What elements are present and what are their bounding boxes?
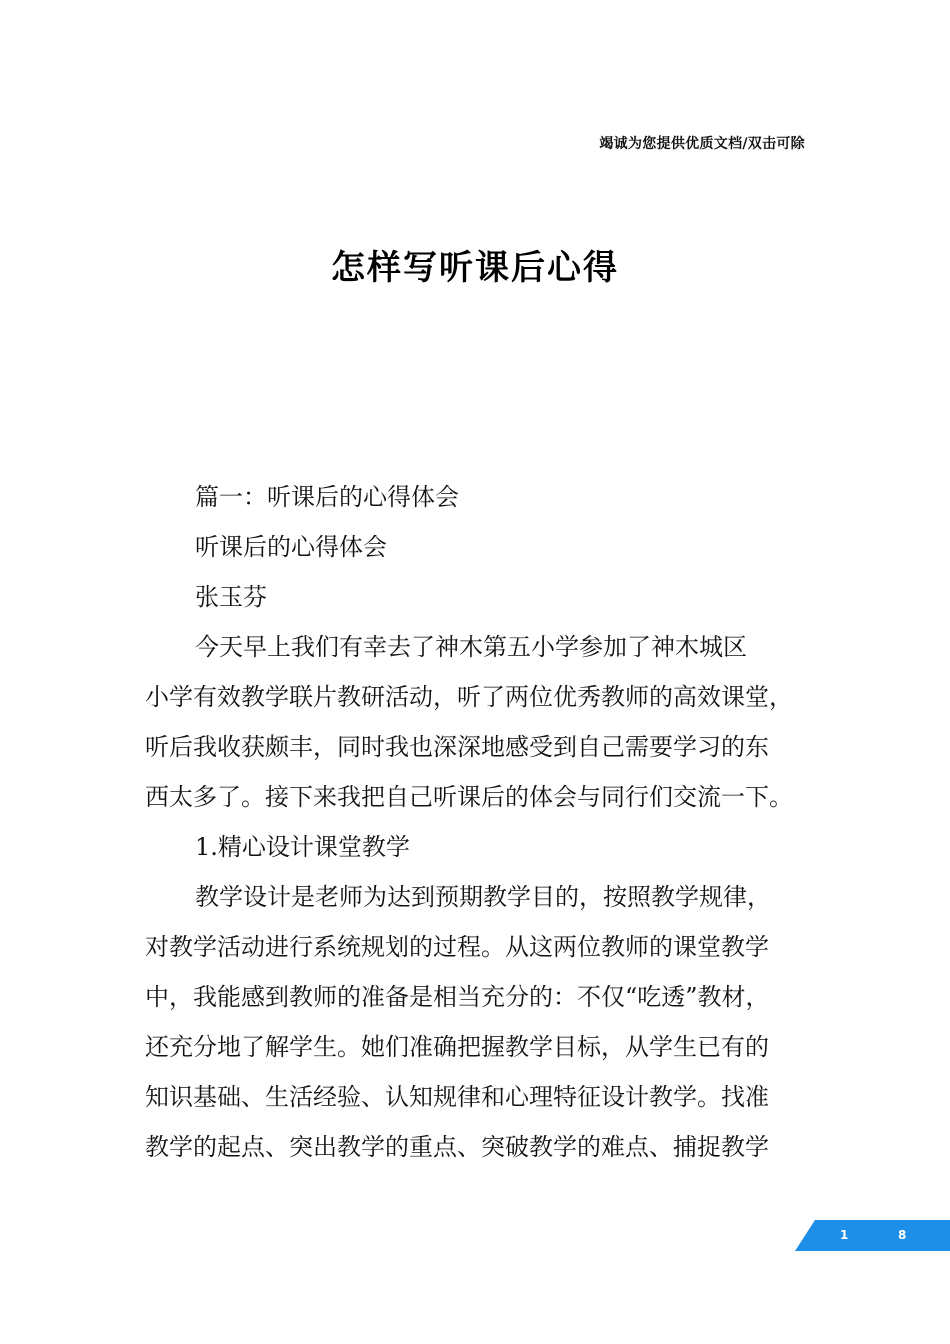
subheading: 1.精心设计课堂教学: [195, 833, 410, 861]
paragraph-line: 还充分地了解学生。她们准确把握教学目标，从学生已有的: [145, 1033, 769, 1061]
total-page-count: 8: [898, 1228, 907, 1242]
paragraph-line: 听后我收获颇丰，同时我也深深地感受到自己需要学习的东: [145, 733, 769, 761]
paragraph-line: 对教学活动进行系统规划的过程。从这两位教师的课堂教学: [145, 933, 769, 961]
header-note: 竭诚为您提供优质文档/双击可除: [599, 136, 805, 152]
document-title: 怎样写听课后心得: [331, 248, 619, 288]
article-title: 听课后的心得体会: [195, 533, 387, 561]
paragraph-line: 中，我能感到教师的准备是相当充分的：不仅“吃透”教材，: [145, 983, 770, 1011]
paragraph-line: 教学设计是老师为达到预期教学目的，按照教学规律，: [195, 883, 771, 911]
paragraph-line: 小学有效教学联片教研活动，听了两位优秀教师的高效课堂，: [145, 683, 793, 711]
page-indicator-bar: [795, 1220, 950, 1251]
paragraph-line: 知识基础、生活经验、认知规律和心理特征设计教学。找准: [145, 1083, 769, 1111]
current-page-number: 1: [840, 1228, 849, 1242]
document-body: [145, 472, 815, 1172]
author-name: 张玉芬: [195, 583, 267, 611]
paragraph-line: 今天早上我们有幸去了神木第五小学参加了神木城区: [195, 633, 747, 661]
paragraph-line: 西太多了。接下来我把自己听课后的体会与同行们交流一下。: [145, 783, 793, 811]
section-heading: 篇一：听课后的心得体会: [195, 483, 459, 511]
paragraph-line: 教学的起点、突出教学的重点、突破教学的难点、捕捉教学: [145, 1133, 769, 1161]
